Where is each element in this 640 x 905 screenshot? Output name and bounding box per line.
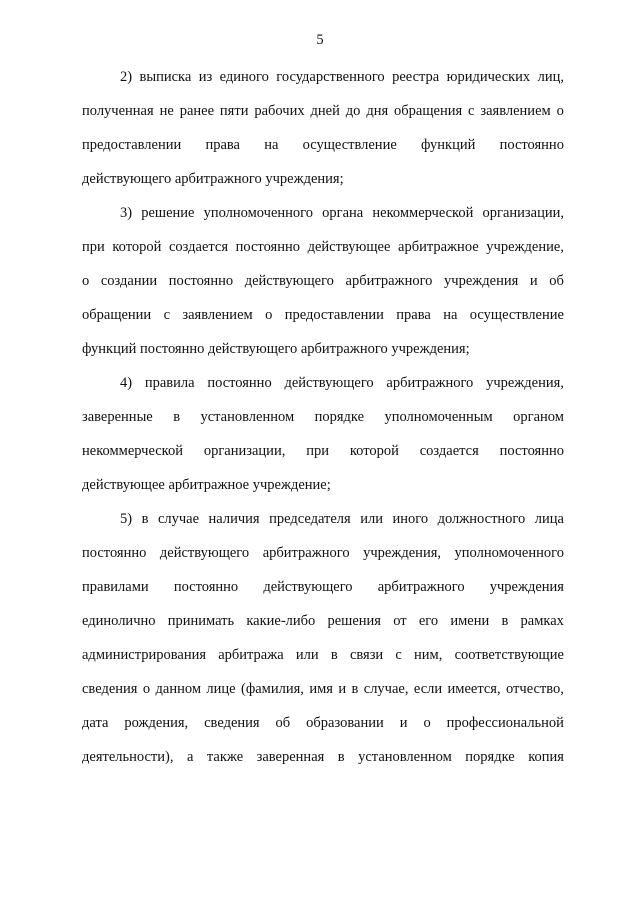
text-line: сведения о данном лице (фамилия, имя и в случае, если имеется, отчество,: [82, 681, 564, 697]
text-line: функций постоянно действующего арбитражного учреждения;: [82, 341, 470, 357]
text-line: предоставлении права на осуществление функций постоянно: [82, 137, 564, 153]
document-body: [82, 60, 564, 774]
page-number: 5: [316, 32, 324, 48]
text-line: заверенные в установленном порядке уполномоченным органом: [82, 409, 564, 425]
text-line: действующего арбитражного учреждения;: [82, 171, 344, 187]
paragraph-item-2: [82, 60, 564, 196]
text-line: постоянно действующего арбитражного учреждения, уполномоченного: [82, 545, 564, 561]
text-line: при которой создается постоянно действующее арбитражное учреждение,: [82, 239, 564, 255]
text-line: правилами постоянно действующего арбитражного учреждения: [82, 579, 564, 595]
text-line: 3) решение уполномоченного органа некоммерческой организации,: [120, 205, 564, 221]
text-line: полученная не ранее пяти рабочих дней до дня обращения с заявлением о: [82, 103, 564, 119]
paragraph-item-4: [82, 366, 564, 502]
text-line: единолично принимать какие-либо решения от его имени в рамках: [82, 613, 564, 629]
paragraph-item-5: [82, 502, 564, 774]
text-line: дата рождения, сведения об образовании и о профессиональной: [82, 715, 564, 731]
text-line: о создании постоянно действующего арбитражного учреждения и об: [82, 273, 564, 289]
text-line: действующее арбитражное учреждение;: [82, 477, 331, 493]
text-line: 4) правила постоянно действующего арбитражного учреждения,: [120, 375, 564, 391]
text-line: некоммерческой организации, при которой создается постоянно: [82, 443, 564, 459]
text-line: обращении с заявлением о предоставлении права на осуществление: [82, 307, 564, 323]
text-line: деятельности), а также заверенная в установленном порядке копия: [82, 749, 564, 765]
text-line: 2) выписка из единого государственного реестра юридических лиц,: [120, 69, 564, 85]
text-line: 5) в случае наличия председателя или иного должностного лица: [120, 511, 564, 527]
text-line: администрирования арбитража или в связи с ним, соответствующие: [82, 647, 564, 663]
paragraph-item-3: [82, 196, 564, 366]
